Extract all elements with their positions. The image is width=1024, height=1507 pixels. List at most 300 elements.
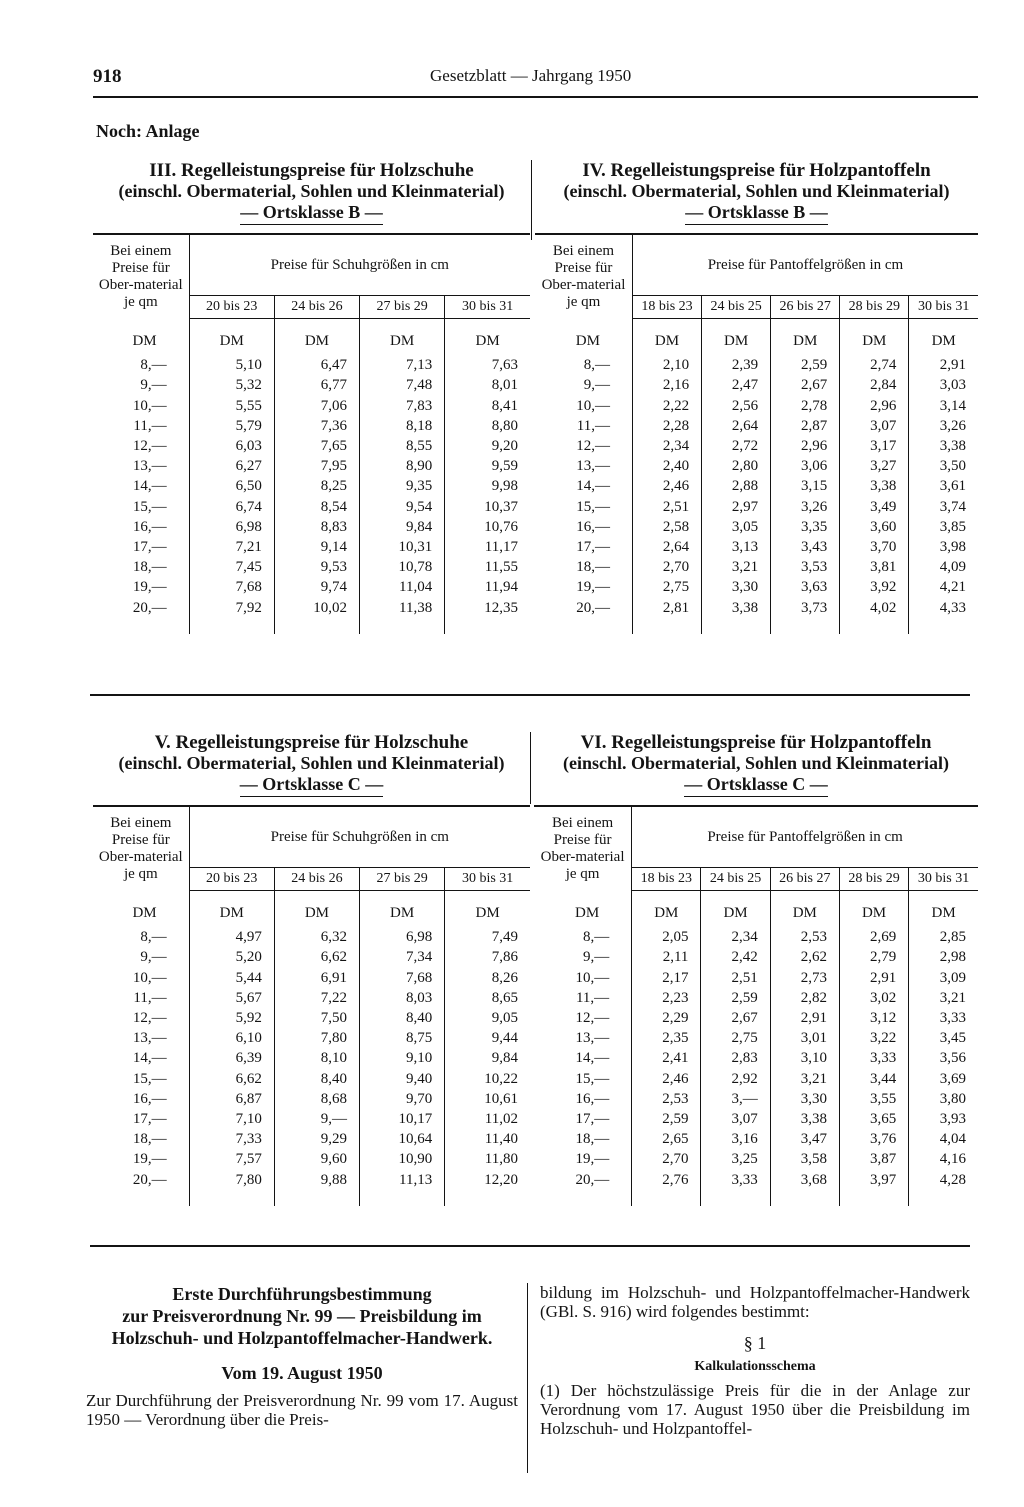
price-cell: 2,59 bbox=[771, 355, 840, 375]
price-cell: 2,47 bbox=[702, 375, 771, 395]
table-row bbox=[93, 1149, 530, 1169]
price-cell: 3,53 bbox=[771, 557, 840, 577]
row-base-price: 10,— bbox=[93, 968, 189, 988]
column-header-base-price: Bei einem Preise für Ober-material je qm bbox=[534, 806, 632, 891]
title-line-3: — Ortsklasse C — bbox=[684, 774, 828, 797]
row-base-price: 20,— bbox=[535, 598, 632, 634]
unit-cell: DM bbox=[770, 891, 839, 928]
price-cell: 8,90 bbox=[360, 456, 445, 476]
price-cell: 7,80 bbox=[189, 1170, 274, 1206]
row-base-price: 14,— bbox=[93, 476, 189, 496]
price-cell: 2,51 bbox=[632, 497, 701, 517]
price-cell: 2,69 bbox=[839, 927, 908, 947]
price-cell: 7,48 bbox=[360, 375, 445, 395]
title-line-3: — Ortsklasse B — bbox=[240, 202, 383, 225]
row-base-price: 11,— bbox=[93, 416, 189, 436]
row-base-price: 16,— bbox=[93, 517, 189, 537]
row-base-price: 10,— bbox=[93, 396, 189, 416]
table-row bbox=[93, 375, 530, 395]
section-rule-1 bbox=[90, 694, 970, 696]
column-group-header: Preise für Pantoffelgrößen in cm bbox=[632, 234, 978, 296]
price-cell: 7,86 bbox=[445, 947, 530, 967]
price-cell: 3,70 bbox=[840, 537, 909, 557]
price-cell: 2,92 bbox=[701, 1069, 770, 1089]
price-cell: 2,96 bbox=[840, 396, 909, 416]
row-base-price: 12,— bbox=[534, 1008, 632, 1028]
row-base-price: 14,— bbox=[93, 1048, 189, 1068]
column-header-size: 24 bis 26 bbox=[274, 868, 359, 891]
price-cell: 2,39 bbox=[702, 355, 771, 375]
price-cell: 2,91 bbox=[839, 968, 908, 988]
price-cell: 7,45 bbox=[189, 557, 274, 577]
row-base-price: 19,— bbox=[93, 1149, 189, 1169]
price-cell: 3,35 bbox=[771, 517, 840, 537]
unit-cell: DM bbox=[632, 319, 701, 356]
page-number: 918 bbox=[93, 66, 122, 87]
price-cell: 3,21 bbox=[770, 1069, 839, 1089]
table-section-vi bbox=[534, 732, 978, 1206]
table-row bbox=[534, 1129, 978, 1149]
table-row bbox=[93, 476, 530, 496]
price-cell: 3,43 bbox=[771, 537, 840, 557]
price-cell: 3,38 bbox=[702, 598, 771, 634]
price-cell: 8,26 bbox=[445, 968, 530, 988]
price-cell: 6,87 bbox=[189, 1089, 274, 1109]
row-base-price: 10,— bbox=[535, 396, 632, 416]
table-row bbox=[93, 947, 530, 967]
price-cell: 3,09 bbox=[909, 968, 978, 988]
price-cell: 10,22 bbox=[445, 1069, 530, 1089]
table-section-v bbox=[93, 732, 530, 1206]
unit-cell: DM bbox=[274, 891, 359, 928]
row-base-price: 11,— bbox=[93, 988, 189, 1008]
price-cell: 3,56 bbox=[909, 1048, 978, 1068]
price-cell: 6,98 bbox=[189, 517, 274, 537]
price-cell: 9,60 bbox=[274, 1149, 359, 1169]
row-base-price: 17,— bbox=[534, 1109, 632, 1129]
row-base-price: 15,— bbox=[534, 1069, 632, 1089]
price-table bbox=[93, 805, 530, 1206]
price-cell: 8,01 bbox=[445, 375, 530, 395]
unit-cell: DM bbox=[702, 319, 771, 356]
price-cell: 2,67 bbox=[701, 1008, 770, 1028]
price-cell: 2,59 bbox=[701, 988, 770, 1008]
price-cell: 3,47 bbox=[770, 1129, 839, 1149]
price-cell: 4,02 bbox=[840, 598, 909, 634]
table-row bbox=[93, 577, 530, 597]
price-cell: 8,25 bbox=[274, 476, 359, 496]
price-cell: 4,28 bbox=[909, 1170, 978, 1206]
price-cell: 3,38 bbox=[770, 1109, 839, 1129]
table-row bbox=[535, 476, 978, 496]
price-cell: 5,20 bbox=[189, 947, 274, 967]
row-base-price: 17,— bbox=[93, 1109, 189, 1129]
price-cell: 10,90 bbox=[360, 1149, 445, 1169]
price-cell: 3,76 bbox=[839, 1129, 908, 1149]
price-cell: 3,58 bbox=[770, 1149, 839, 1169]
row-base-price: 13,— bbox=[93, 1028, 189, 1048]
price-cell: 6,98 bbox=[360, 927, 445, 947]
table-row bbox=[93, 598, 530, 634]
price-cell: 3,49 bbox=[840, 497, 909, 517]
title-line-1: VI. Regelleistungspreise für Holzpantoffeln bbox=[580, 732, 932, 753]
price-cell: 10,61 bbox=[445, 1089, 530, 1109]
table-row bbox=[93, 456, 530, 476]
table-row bbox=[535, 497, 978, 517]
price-cell: 3,81 bbox=[840, 557, 909, 577]
row-base-price: 16,— bbox=[534, 1089, 632, 1109]
table-row bbox=[535, 598, 978, 634]
title-line-2: (einschl. Obermaterial, Sohlen und Kleinmaterial) bbox=[563, 181, 950, 201]
column-header-size: 30 bis 31 bbox=[909, 296, 978, 319]
row-base-price: 8,— bbox=[93, 927, 189, 947]
table-row bbox=[93, 1129, 530, 1149]
price-cell: 2,88 bbox=[702, 476, 771, 496]
row-base-price: 14,— bbox=[535, 476, 632, 496]
price-cell: 3,55 bbox=[839, 1089, 908, 1109]
price-cell: 8,10 bbox=[274, 1048, 359, 1068]
title-line-1: V. Regelleistungspreise für Holzschuhe bbox=[154, 732, 469, 753]
price-cell: 5,67 bbox=[189, 988, 274, 1008]
table-row bbox=[535, 557, 978, 577]
price-cell: 7,22 bbox=[274, 988, 359, 1008]
price-cell: 9,84 bbox=[445, 1048, 530, 1068]
column-header-size: 26 bis 27 bbox=[771, 296, 840, 319]
row-base-price: 18,— bbox=[93, 1129, 189, 1149]
row-base-price: 15,— bbox=[535, 497, 632, 517]
price-cell: 9,54 bbox=[360, 497, 445, 517]
price-cell: 3,68 bbox=[770, 1170, 839, 1206]
price-cell: 9,74 bbox=[274, 577, 359, 597]
table-row bbox=[535, 517, 978, 537]
column-header-size: 30 bis 31 bbox=[909, 868, 978, 891]
price-cell: 10,02 bbox=[274, 598, 359, 634]
row-base-price: 12,— bbox=[93, 1008, 189, 1028]
price-cell: 8,80 bbox=[445, 416, 530, 436]
price-cell: 3,30 bbox=[702, 577, 771, 597]
price-cell: 3,15 bbox=[771, 476, 840, 496]
price-cell: 2,05 bbox=[632, 927, 701, 947]
price-cell: 3,27 bbox=[840, 456, 909, 476]
price-cell: 3,33 bbox=[701, 1170, 770, 1206]
price-cell: 2,81 bbox=[632, 598, 701, 634]
article-date: Vom 19. August 1950 bbox=[221, 1363, 383, 1383]
price-cell: 4,09 bbox=[909, 557, 978, 577]
table-row bbox=[93, 355, 530, 375]
column-header-size: 18 bis 23 bbox=[632, 296, 701, 319]
article-left-column bbox=[86, 1283, 518, 1429]
price-cell: 2,51 bbox=[701, 968, 770, 988]
column-header-base-price: Bei einem Preise für Ober-material je qm bbox=[93, 234, 189, 319]
unit-cell: DM bbox=[632, 891, 701, 928]
table-title bbox=[93, 732, 530, 797]
price-cell: 11,40 bbox=[445, 1129, 530, 1149]
heading-line-2: zur Preisverordnung Nr. 99 — Preisbildung im bbox=[122, 1306, 482, 1326]
price-cell: 9,20 bbox=[445, 436, 530, 456]
row-base-price: 19,— bbox=[534, 1149, 632, 1169]
unit-cell: DM bbox=[445, 891, 530, 928]
unit-cell: DM bbox=[360, 891, 445, 928]
price-cell: 9,14 bbox=[274, 537, 359, 557]
table-row bbox=[93, 517, 530, 537]
column-header-size: 27 bis 29 bbox=[360, 868, 445, 891]
price-cell: 2,85 bbox=[909, 927, 978, 947]
column-header-size: 27 bis 29 bbox=[360, 296, 445, 319]
title-line-3: — Ortsklasse B — bbox=[685, 202, 828, 225]
price-cell: 2,10 bbox=[632, 355, 701, 375]
price-cell: 3,26 bbox=[909, 416, 978, 436]
row-base-price: 20,— bbox=[534, 1170, 632, 1206]
price-cell: 2,34 bbox=[632, 436, 701, 456]
price-cell: 10,64 bbox=[360, 1129, 445, 1149]
row-base-price: 20,— bbox=[93, 598, 189, 634]
price-cell: 2,74 bbox=[840, 355, 909, 375]
price-cell: 8,54 bbox=[274, 497, 359, 517]
title-line-1: III. Regelleistungspreise für Holzschuhe bbox=[149, 160, 474, 181]
price-cell: 2,65 bbox=[632, 1129, 701, 1149]
row-base-price: 12,— bbox=[93, 436, 189, 456]
table-row bbox=[534, 988, 978, 1008]
price-cell: 3,12 bbox=[839, 1008, 908, 1028]
price-cell: 4,21 bbox=[909, 577, 978, 597]
price-cell: 8,40 bbox=[274, 1069, 359, 1089]
price-cell: 2,17 bbox=[632, 968, 701, 988]
title-line-2: (einschl. Obermaterial, Sohlen und Kleinmaterial) bbox=[118, 181, 505, 201]
price-cell: 3,16 bbox=[701, 1129, 770, 1149]
price-cell: 4,16 bbox=[909, 1149, 978, 1169]
row-base-price: 11,— bbox=[534, 988, 632, 1008]
price-cell: 6,62 bbox=[274, 947, 359, 967]
price-cell: 3,98 bbox=[909, 537, 978, 557]
row-base-price: 8,— bbox=[93, 355, 189, 375]
price-cell: 10,37 bbox=[445, 497, 530, 517]
price-cell: 6,62 bbox=[189, 1069, 274, 1089]
price-cell: 2,34 bbox=[701, 927, 770, 947]
row-base-price: 15,— bbox=[93, 1069, 189, 1089]
column-header-base-price: Bei einem Preise für Ober-material je qm bbox=[93, 806, 189, 891]
price-cell: 2,78 bbox=[771, 396, 840, 416]
price-cell: 9,88 bbox=[274, 1170, 359, 1206]
price-cell: 8,41 bbox=[445, 396, 530, 416]
price-cell: 6,10 bbox=[189, 1028, 274, 1048]
table-row bbox=[93, 1170, 530, 1206]
price-cell: 7,68 bbox=[189, 577, 274, 597]
price-cell: 12,20 bbox=[445, 1170, 530, 1206]
unit-cell: DM bbox=[839, 891, 908, 928]
row-base-price: 20,— bbox=[93, 1170, 189, 1206]
article-heading bbox=[86, 1283, 518, 1349]
price-cell: 3,60 bbox=[840, 517, 909, 537]
price-cell: 8,75 bbox=[360, 1028, 445, 1048]
price-cell: 7,65 bbox=[274, 436, 359, 456]
column-header-size: 26 bis 27 bbox=[770, 868, 839, 891]
price-cell: 3,03 bbox=[909, 375, 978, 395]
price-cell: 7,92 bbox=[189, 598, 274, 634]
table-row bbox=[535, 416, 978, 436]
table-row bbox=[534, 1149, 978, 1169]
price-cell: 3,97 bbox=[839, 1170, 908, 1206]
price-cell: 3,21 bbox=[909, 988, 978, 1008]
price-cell: 3,69 bbox=[909, 1069, 978, 1089]
price-cell: 3,30 bbox=[770, 1089, 839, 1109]
row-base-price: 8,— bbox=[534, 927, 632, 947]
column-header-size: 30 bis 31 bbox=[445, 296, 530, 319]
table-title bbox=[93, 160, 530, 225]
price-cell: 3,— bbox=[701, 1089, 770, 1109]
price-cell: 7,10 bbox=[189, 1109, 274, 1129]
price-cell: 9,05 bbox=[445, 1008, 530, 1028]
price-cell: 9,44 bbox=[445, 1028, 530, 1048]
price-cell: 2,83 bbox=[701, 1048, 770, 1068]
column-header-size: 24 bis 25 bbox=[702, 296, 771, 319]
column-divider-middle bbox=[530, 732, 531, 804]
price-cell: 8,03 bbox=[360, 988, 445, 1008]
unit-cell: DM bbox=[189, 891, 274, 928]
unit-cell: DM bbox=[840, 319, 909, 356]
table-row bbox=[534, 1069, 978, 1089]
unit-cell: DM bbox=[445, 319, 530, 356]
price-cell: 8,83 bbox=[274, 517, 359, 537]
price-cell: 4,04 bbox=[909, 1129, 978, 1149]
row-base-price: 11,— bbox=[535, 416, 632, 436]
table-title bbox=[534, 732, 978, 797]
unit-row bbox=[535, 319, 978, 356]
price-cell: 5,79 bbox=[189, 416, 274, 436]
table-row bbox=[534, 947, 978, 967]
price-cell: 6,27 bbox=[189, 456, 274, 476]
table-row bbox=[534, 1170, 978, 1206]
price-cell: 8,68 bbox=[274, 1089, 359, 1109]
price-cell: 2,62 bbox=[770, 947, 839, 967]
row-base-price: 9,— bbox=[93, 947, 189, 967]
price-cell: 7,49 bbox=[445, 927, 530, 947]
price-cell: 6,91 bbox=[274, 968, 359, 988]
price-cell: 2,16 bbox=[632, 375, 701, 395]
price-cell: 7,83 bbox=[360, 396, 445, 416]
row-base-price: 10,— bbox=[534, 968, 632, 988]
price-cell: 2,11 bbox=[632, 947, 701, 967]
column-group-header: Preise für Schuhgrößen in cm bbox=[189, 806, 530, 868]
table-section-iv bbox=[535, 160, 978, 634]
price-cell: 6,03 bbox=[189, 436, 274, 456]
table-row bbox=[534, 1008, 978, 1028]
table-row bbox=[534, 1048, 978, 1068]
price-cell: 11,02 bbox=[445, 1109, 530, 1129]
price-cell: 2,80 bbox=[702, 456, 771, 476]
table-row bbox=[93, 557, 530, 577]
table-row bbox=[534, 968, 978, 988]
unit-cell: DM bbox=[534, 891, 632, 928]
price-cell: 2,79 bbox=[839, 947, 908, 967]
intro-paragraph-left: Zur Durchführung der Preisverordnung Nr. 99 vom 17. August 1950 — Verordnung über die Preis- bbox=[86, 1391, 518, 1429]
table-row bbox=[93, 1069, 530, 1089]
column-divider-bottom bbox=[527, 1283, 528, 1473]
table-row bbox=[93, 1089, 530, 1109]
price-cell: 7,36 bbox=[274, 416, 359, 436]
table-row bbox=[535, 456, 978, 476]
price-cell: 7,06 bbox=[274, 396, 359, 416]
price-cell: 11,38 bbox=[360, 598, 445, 634]
price-cell: 3,10 bbox=[770, 1048, 839, 1068]
row-base-price: 18,— bbox=[535, 557, 632, 577]
price-cell: 9,— bbox=[274, 1109, 359, 1129]
price-cell: 5,92 bbox=[189, 1008, 274, 1028]
column-group-header: Preise für Schuhgrößen in cm bbox=[189, 234, 530, 296]
price-cell: 2,46 bbox=[632, 476, 701, 496]
table-row bbox=[93, 1008, 530, 1028]
price-cell: 6,39 bbox=[189, 1048, 274, 1068]
table-row bbox=[534, 1109, 978, 1129]
price-cell: 7,13 bbox=[360, 355, 445, 375]
price-cell: 5,55 bbox=[189, 396, 274, 416]
price-cell: 3,74 bbox=[909, 497, 978, 517]
table-row bbox=[534, 1089, 978, 1109]
unit-cell: DM bbox=[909, 319, 978, 356]
annex-label: Noch: Anlage bbox=[96, 121, 200, 141]
price-cell: 2,97 bbox=[702, 497, 771, 517]
row-base-price: 12,— bbox=[535, 436, 632, 456]
price-cell: 2,91 bbox=[909, 355, 978, 375]
table-section-iii bbox=[93, 160, 530, 634]
table-row bbox=[534, 927, 978, 947]
price-cell: 3,65 bbox=[839, 1109, 908, 1129]
price-cell: 9,98 bbox=[445, 476, 530, 496]
price-cell: 2,23 bbox=[632, 988, 701, 1008]
price-cell: 10,31 bbox=[360, 537, 445, 557]
price-cell: 11,04 bbox=[360, 577, 445, 597]
price-cell: 5,44 bbox=[189, 968, 274, 988]
price-cell: 2,22 bbox=[632, 396, 701, 416]
price-cell: 3,93 bbox=[909, 1109, 978, 1129]
column-divider-top bbox=[531, 160, 532, 240]
price-cell: 7,50 bbox=[274, 1008, 359, 1028]
price-cell: 9,53 bbox=[274, 557, 359, 577]
price-cell: 2,29 bbox=[632, 1008, 701, 1028]
price-cell: 2,75 bbox=[632, 577, 701, 597]
price-cell: 9,59 bbox=[445, 456, 530, 476]
price-cell: 10,17 bbox=[360, 1109, 445, 1129]
column-group-header: Preise für Pantoffelgrößen in cm bbox=[632, 806, 978, 868]
unit-cell: DM bbox=[909, 891, 978, 928]
price-cell: 8,55 bbox=[360, 436, 445, 456]
row-base-price: 13,— bbox=[534, 1028, 632, 1048]
price-cell: 2,59 bbox=[632, 1109, 701, 1129]
price-cell: 2,56 bbox=[702, 396, 771, 416]
price-cell: 2,98 bbox=[909, 947, 978, 967]
unit-cell: DM bbox=[360, 319, 445, 356]
price-cell: 3,61 bbox=[909, 476, 978, 496]
price-cell: 2,42 bbox=[701, 947, 770, 967]
row-base-price: 19,— bbox=[93, 577, 189, 597]
row-base-price: 13,— bbox=[93, 456, 189, 476]
table-row bbox=[93, 497, 530, 517]
price-cell: 9,40 bbox=[360, 1069, 445, 1089]
price-table bbox=[535, 233, 978, 634]
price-cell: 7,21 bbox=[189, 537, 274, 557]
table-row bbox=[93, 968, 530, 988]
price-cell: 2,91 bbox=[770, 1008, 839, 1028]
price-table bbox=[534, 805, 978, 1206]
price-cell: 2,75 bbox=[701, 1028, 770, 1048]
price-cell: 3,22 bbox=[839, 1028, 908, 1048]
column-header-size: 24 bis 26 bbox=[274, 296, 359, 319]
price-cell: 11,94 bbox=[445, 577, 530, 597]
price-cell: 2,84 bbox=[840, 375, 909, 395]
row-base-price: 19,— bbox=[535, 577, 632, 597]
column-header-size: 28 bis 29 bbox=[839, 868, 908, 891]
price-cell: 6,50 bbox=[189, 476, 274, 496]
price-cell: 3,38 bbox=[909, 436, 978, 456]
